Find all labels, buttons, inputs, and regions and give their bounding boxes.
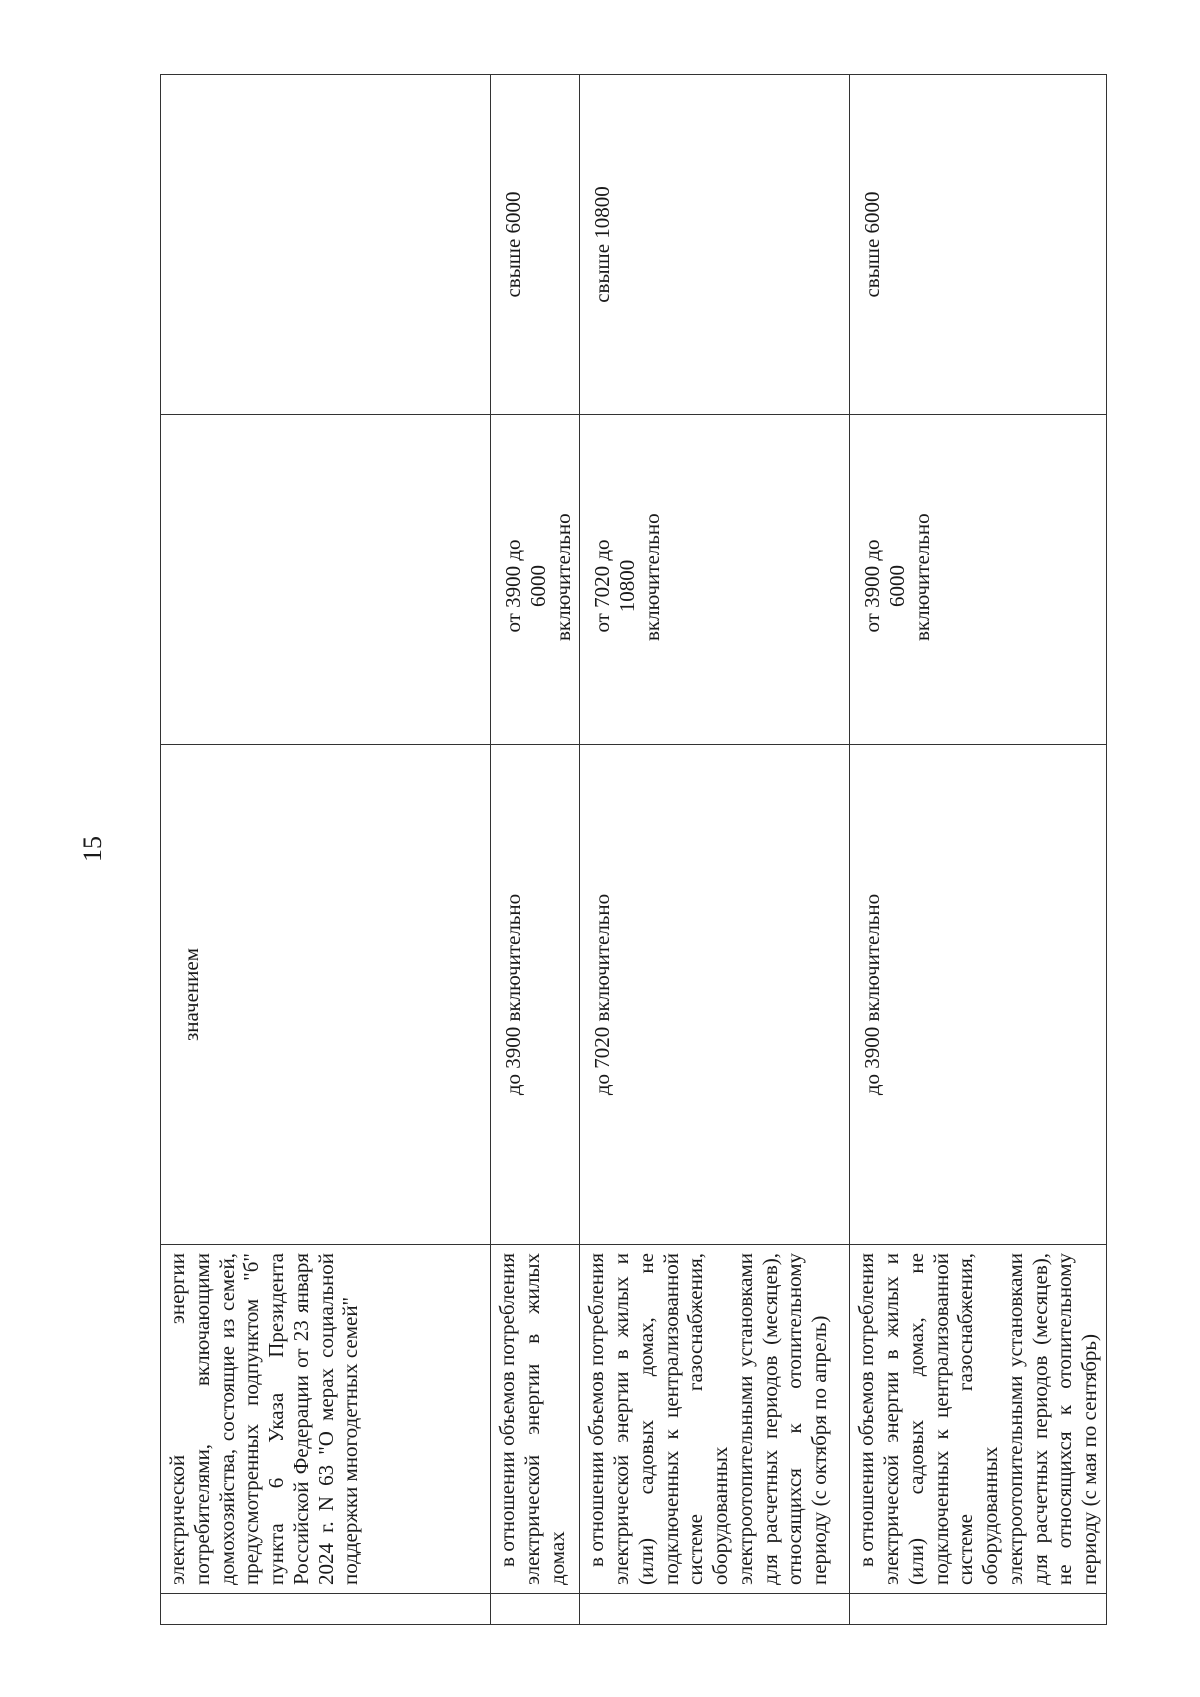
range-first-cell <box>491 745 580 1245</box>
range-second-text: от 3900 до 6000 включительно <box>501 513 575 641</box>
row-number-cell <box>850 1594 1107 1625</box>
range-third-cell <box>580 75 850 415</box>
row-number-cell <box>491 1594 580 1625</box>
range-first-text: до 3900 включительно <box>501 893 525 1096</box>
range-second-cell <box>161 415 491 745</box>
consumer-category-cell <box>580 1245 850 1594</box>
range-third-text: свыше 6000 <box>860 191 885 298</box>
consumer-category-text: в отношении объемов потребления электрической энергии в жилых и (или) садовых домах, не подключенных к централизованной системе газоснабжения, оборудованных электроотопительными установками для расчетных периодов (месяцев), не относящихся к отопительному периоду (с мая по сентябрь) <box>854 1253 1102 1585</box>
range-first-text: значением <box>179 948 203 1041</box>
range-third-text: свыше 10800 <box>590 186 615 303</box>
range-third-cell <box>850 75 1107 415</box>
range-third-text <box>165 83 171 406</box>
range-first-cell <box>850 745 1107 1245</box>
consumer-category-cell <box>491 1245 580 1594</box>
tariff-volume-table <box>160 74 1107 1625</box>
table-row <box>580 75 850 1625</box>
range-third-cell <box>491 75 580 415</box>
consumer-category-text: электрической энергии потребителями, включающими домохозяйства, состоящие из семей, предусмотренных подпунктом "б" пункта 6 Указа Президента Российской Федерации от 23 января 2024 г. N 63 "О мерах социальной поддержки многодетных семей" <box>165 1253 363 1585</box>
row-number-cell <box>580 1594 850 1625</box>
range-second-cell <box>580 415 850 745</box>
range-first-cell <box>161 745 491 1245</box>
row-number-cell <box>161 1594 491 1625</box>
range-first-cell <box>580 745 850 1245</box>
range-second-cell <box>491 415 580 745</box>
table-row <box>161 75 491 1625</box>
range-second-text: от 7020 до 10800 включительно <box>590 513 664 641</box>
consumer-category-cell <box>161 1245 491 1594</box>
range-second-cell <box>850 415 1107 745</box>
table-container <box>160 75 1102 1625</box>
range-first-text: до 3900 включительно <box>860 893 885 1096</box>
consumer-category-text: в отношении объемов потребления электрической энергии в жилых и (или) садовых домах, не подключенных к централизованной системе газоснабжения, оборудованных электроотопительными установками для расчетных периодов (месяцев), относящихся к отопительному периоду (с октября по апрель) <box>584 1253 832 1585</box>
consumer-category-text: в отношении объемов потребления электрической энергии в жилых домах <box>495 1253 569 1585</box>
table-row <box>491 75 580 1625</box>
range-third-cell <box>161 75 491 415</box>
rotated-table <box>160 75 1102 1625</box>
range-second-text: от 3900 до 6000 включительно <box>860 513 934 641</box>
table-row <box>850 75 1107 1625</box>
consumer-category-cell <box>850 1245 1107 1594</box>
range-first-text: до 7020 включительно <box>590 893 615 1096</box>
range-third-text: свыше 6000 <box>501 191 525 298</box>
range-second-text <box>165 531 171 641</box>
page-number: 15 <box>78 836 107 862</box>
